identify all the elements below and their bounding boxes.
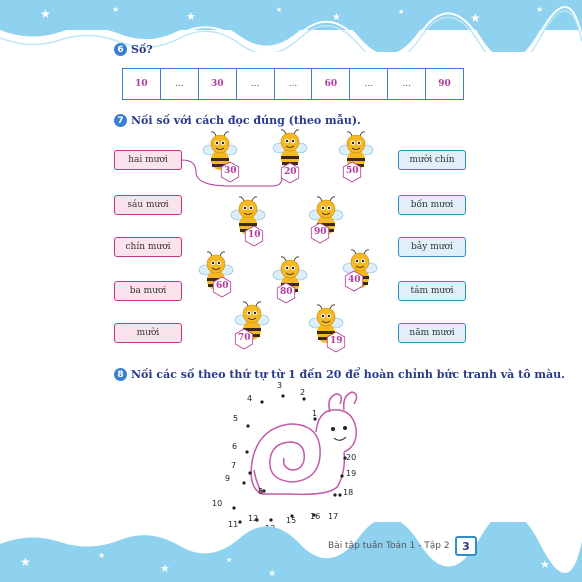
dot-number-label: 19 bbox=[346, 469, 357, 478]
svg-text:★: ★ bbox=[332, 12, 341, 23]
section-8-badge: 8 bbox=[114, 368, 127, 381]
dot-number-label: 5 bbox=[233, 414, 239, 423]
dot-number-label: 10 bbox=[212, 499, 223, 508]
connect-dot[interactable] bbox=[248, 471, 251, 474]
dot-number-label: 2 bbox=[300, 388, 306, 397]
section-6-text: Số? bbox=[131, 43, 153, 56]
connect-dot[interactable] bbox=[245, 450, 248, 453]
svg-text:★: ★ bbox=[186, 10, 196, 23]
svg-text:★: ★ bbox=[226, 556, 233, 564]
word-box-right[interactable]: năm mươi bbox=[398, 323, 466, 343]
word-box-right[interactable]: mười chín bbox=[398, 150, 466, 170]
bee-number[interactable]: 60 bbox=[216, 281, 229, 291]
number-cell-blank[interactable]: ... bbox=[350, 69, 388, 99]
word-box-left[interactable]: ba mươi bbox=[114, 281, 182, 301]
bee-number[interactable]: 40 bbox=[348, 275, 361, 285]
svg-text:★: ★ bbox=[470, 11, 481, 25]
connect-dot[interactable] bbox=[242, 481, 245, 484]
footer-book-title: Bài tập tuần Toán 1 - Tập 2 bbox=[328, 541, 450, 551]
dot-number-label: 1 bbox=[312, 409, 318, 418]
dot-number-label: 3 bbox=[277, 381, 283, 390]
connect-dot[interactable] bbox=[260, 400, 263, 403]
number-cell[interactable]: 10 bbox=[123, 69, 161, 99]
svg-text:★: ★ bbox=[268, 569, 277, 579]
connect-dot[interactable] bbox=[232, 506, 235, 509]
number-cell[interactable]: 90 bbox=[438, 79, 451, 89]
dot-number-label: 11 bbox=[228, 520, 239, 529]
section-6-badge: 6 bbox=[114, 43, 127, 56]
dot-number-label: 12 bbox=[248, 514, 259, 523]
svg-text:★: ★ bbox=[276, 6, 283, 14]
dot-number-label: 6 bbox=[232, 442, 238, 451]
connect-dot[interactable] bbox=[333, 493, 336, 496]
page-number: 3 bbox=[455, 536, 477, 556]
connect-dot[interactable] bbox=[246, 424, 249, 427]
dot-number-label: 20 bbox=[346, 453, 357, 462]
dot-number-label: 18 bbox=[343, 488, 354, 497]
number-cell[interactable]: 30 bbox=[199, 69, 237, 99]
section-8-text: Nối các số theo thứ tự từ 1 đến 20 để hoàn chỉnh bức tranh và tô màu. bbox=[131, 368, 565, 381]
svg-text:★: ★ bbox=[398, 8, 405, 16]
bee-number[interactable]: 20 bbox=[284, 167, 297, 177]
word-box-right[interactable]: bốn mươi bbox=[398, 195, 466, 215]
bee-number[interactable]: 10 bbox=[248, 230, 261, 240]
svg-text:★: ★ bbox=[98, 551, 106, 560]
svg-text:★: ★ bbox=[112, 5, 120, 14]
word-box-left[interactable]: chín mươi bbox=[114, 237, 182, 257]
dot-number-label: 8 bbox=[258, 487, 264, 496]
number-cell-blank[interactable]: ... bbox=[161, 69, 199, 99]
svg-text:★: ★ bbox=[40, 7, 51, 21]
word-box-left[interactable]: sáu mươi bbox=[114, 195, 182, 215]
bottom-banner bbox=[0, 522, 582, 582]
dot-number-label: 4 bbox=[247, 394, 253, 403]
connect-dot[interactable] bbox=[340, 474, 343, 477]
dot-number-label: 7 bbox=[231, 461, 237, 470]
number-cell-blank[interactable]: ... bbox=[388, 69, 426, 99]
word-box-right[interactable]: bảy mươi bbox=[398, 237, 466, 257]
bee-number[interactable]: 50 bbox=[346, 166, 359, 176]
bee-number[interactable]: 19 bbox=[330, 336, 343, 346]
number-cell-blank[interactable]: ... bbox=[275, 69, 313, 99]
svg-text:★: ★ bbox=[20, 555, 31, 569]
connect-dot[interactable] bbox=[302, 397, 305, 400]
svg-text:★: ★ bbox=[160, 562, 170, 575]
bee-number[interactable]: 80 bbox=[280, 287, 293, 297]
section-7-text: Nối số với cách đọc đúng (theo mẫu). bbox=[131, 114, 361, 127]
dot-number-label: 17 bbox=[328, 512, 339, 521]
number-cell-blank[interactable]: ... bbox=[237, 69, 275, 99]
word-box-left[interactable]: mười bbox=[114, 323, 182, 343]
bee-number[interactable]: 90 bbox=[314, 227, 327, 237]
svg-text:★: ★ bbox=[536, 5, 544, 14]
bee-number[interactable]: 70 bbox=[238, 333, 251, 343]
dot-number-label: 9 bbox=[225, 474, 231, 483]
number-cell[interactable]: 60 bbox=[312, 69, 350, 99]
bee-number[interactable]: 30 bbox=[224, 166, 237, 176]
dot-number-label: 15 bbox=[286, 516, 297, 525]
section-7-badge: 7 bbox=[114, 114, 127, 127]
svg-text:★: ★ bbox=[540, 558, 550, 571]
connect-dot[interactable] bbox=[281, 394, 284, 397]
word-box-left[interactable]: hai mươi bbox=[114, 150, 182, 170]
word-box-right[interactable]: tám mươi bbox=[398, 281, 466, 301]
connect-dot[interactable] bbox=[338, 493, 341, 496]
dot-number-label: 16 bbox=[310, 512, 321, 521]
